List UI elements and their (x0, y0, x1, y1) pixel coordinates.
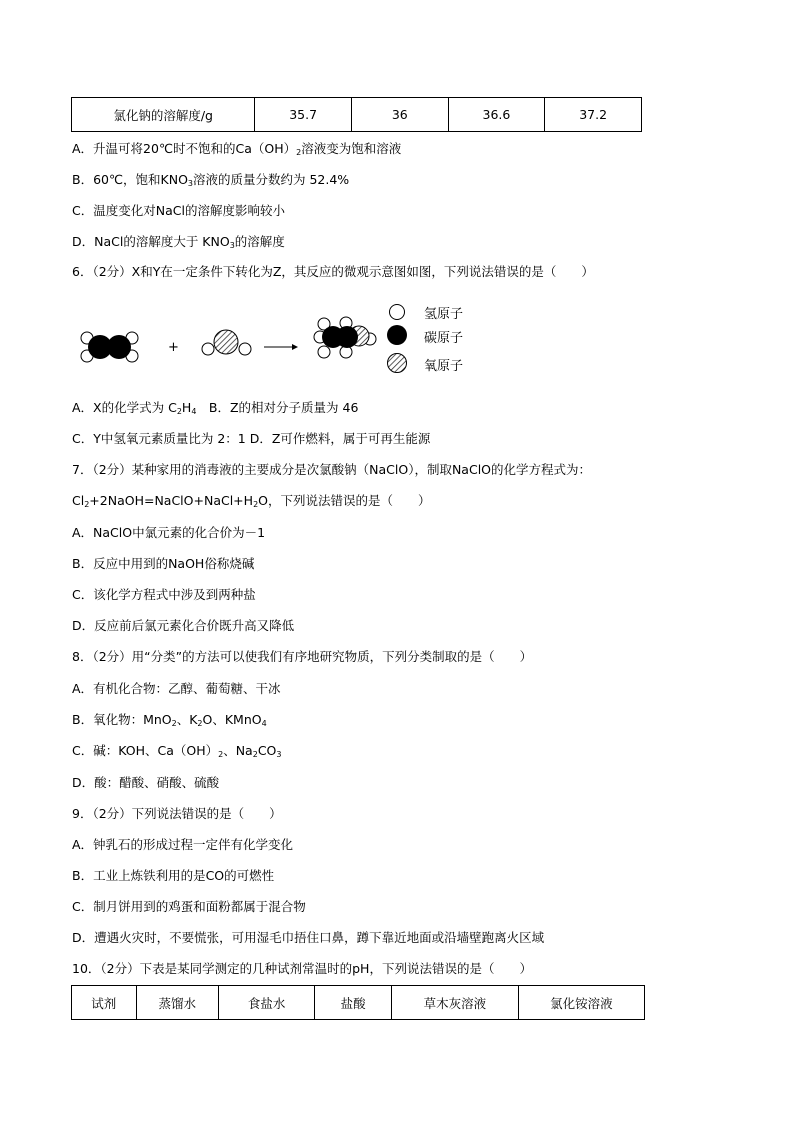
q5-option-b: B．60℃，饱和$KNO_3$溶液的质量分数约为 52.4% (72, 172, 350, 188)
q9-option-a: A．钟乳石的形成过程一定伴有化学变化 (72, 837, 294, 852)
table-cell: 35.7 (255, 98, 352, 132)
legend-carbon-icon (386, 324, 408, 346)
q8-option-d: D．酸：醋酸、硝酸、硫酸 (72, 775, 220, 790)
legend-carbon-label: 碳原子 (424, 331, 464, 346)
q7-option-d: D．反应前后氯元素化合价既升高又降低 (72, 618, 295, 633)
q6-option-cd: C．Y中氢氧元素质量比为 2：1 D．Z可作燃料，属于可再生能源 (72, 431, 431, 446)
table-cell: 36.6 (448, 98, 545, 132)
q8-option-c: C．碱：KOH、$Ca(OH)_2$、$Na_2CO_3$ (72, 743, 282, 759)
q6-option-ab: A．X的化学式为 $C_2H_4$ B．Z的相对分子质量为 46 (72, 400, 359, 416)
q6-stem: 6．（2分）X和Y在一定条件下转化为Z，其反应的微观示意图如图，下列说法错误的是（ ） (72, 264, 594, 279)
plus-sign: + (168, 340, 179, 355)
molecule-x (81, 332, 138, 362)
q9-option-c: C．制月饼用到的鸡蛋和面粉都属于混合物 (72, 899, 306, 914)
reaction-diagram (70, 295, 400, 375)
table-cell-label: 氯化钠的溶解度/g (72, 98, 255, 132)
q10-stem: 10．（2分）下表是某同学测定的几种试剂常温时的pH，下列说法错误的是（ ） (72, 961, 532, 976)
q9-option-b: B．工业上炼铁利用的是CO的可燃性 (72, 868, 275, 883)
legend-hydrogen-icon (387, 302, 407, 322)
reaction-arrow (264, 344, 298, 350)
table-header-cell: 草木灰溶液 (391, 986, 518, 1020)
q7-equation: $Cl_2+2NaOH=NaClO+NaCl+H_2O$，下列说法错误的是（ ） (72, 493, 431, 509)
q7-option-a: A．NaClO中氯元素的化合价为－1 (72, 525, 266, 540)
table-header-cell: 蒸馏水 (136, 986, 218, 1020)
q5-option-c: C．温度变化对NaCl的溶解度影响较小 (72, 203, 285, 218)
table-header-cell: 盐酸 (315, 986, 391, 1020)
q9-option-d: D．遭遇火灾时，不要慌张，可用湿毛巾捂住口鼻，蹲下靠近地面或沿墙壁跑离火区域 (72, 930, 545, 945)
solubility-table (71, 97, 642, 132)
table-cell: 37.2 (545, 98, 642, 132)
q7-option-c: C．该化学方程式中涉及到两种盐 (72, 587, 256, 602)
q8-stem: 8．（2分）用“分类”的方法可以使我们有序地研究物质，下列分类制取的是（ ） (72, 649, 533, 664)
q9-stem: 9．（2分）下列说法错误的是（ ） (72, 806, 282, 821)
q5-option-d: D．NaCl的溶解度大于 $KNO_3$的溶解度 (72, 234, 285, 250)
legend-oxygen-label: 氧原子 (424, 359, 464, 374)
q7-stem: 7．（2分）某种家用的消毒液的主要成分是次氯酸钠（NaClO），制取NaClO的化学方程式为： (72, 462, 592, 477)
legend-hydrogen-label: 氢原子 (424, 307, 464, 322)
q8-option-a: A．有机化合物：乙醇、葡萄糖、干冰 (72, 681, 281, 696)
table-header-cell: 食盐水 (219, 986, 315, 1020)
table-row (72, 98, 642, 132)
table-header-cell: 氯化铵溶液 (518, 986, 644, 1020)
q7-option-b: B．反应中用到的NaOH俗称烧碱 (72, 556, 255, 571)
table-header-cell: 试剂 (72, 986, 137, 1020)
table-header-row (72, 986, 645, 1020)
q5-option-a: A．升温可将20℃时不饱和的$Ca(OH)_2$溶液变为饱和溶液 (72, 141, 402, 157)
table-cell: 36 (351, 98, 448, 132)
ph-table (71, 985, 645, 1020)
q8-option-b: B．氧化物：MnO$_2$、$K_2O$、KMnO$_4$ (72, 712, 267, 728)
legend-oxygen-icon (386, 352, 408, 374)
molecule-z (314, 317, 376, 358)
molecule-y (202, 330, 251, 355)
